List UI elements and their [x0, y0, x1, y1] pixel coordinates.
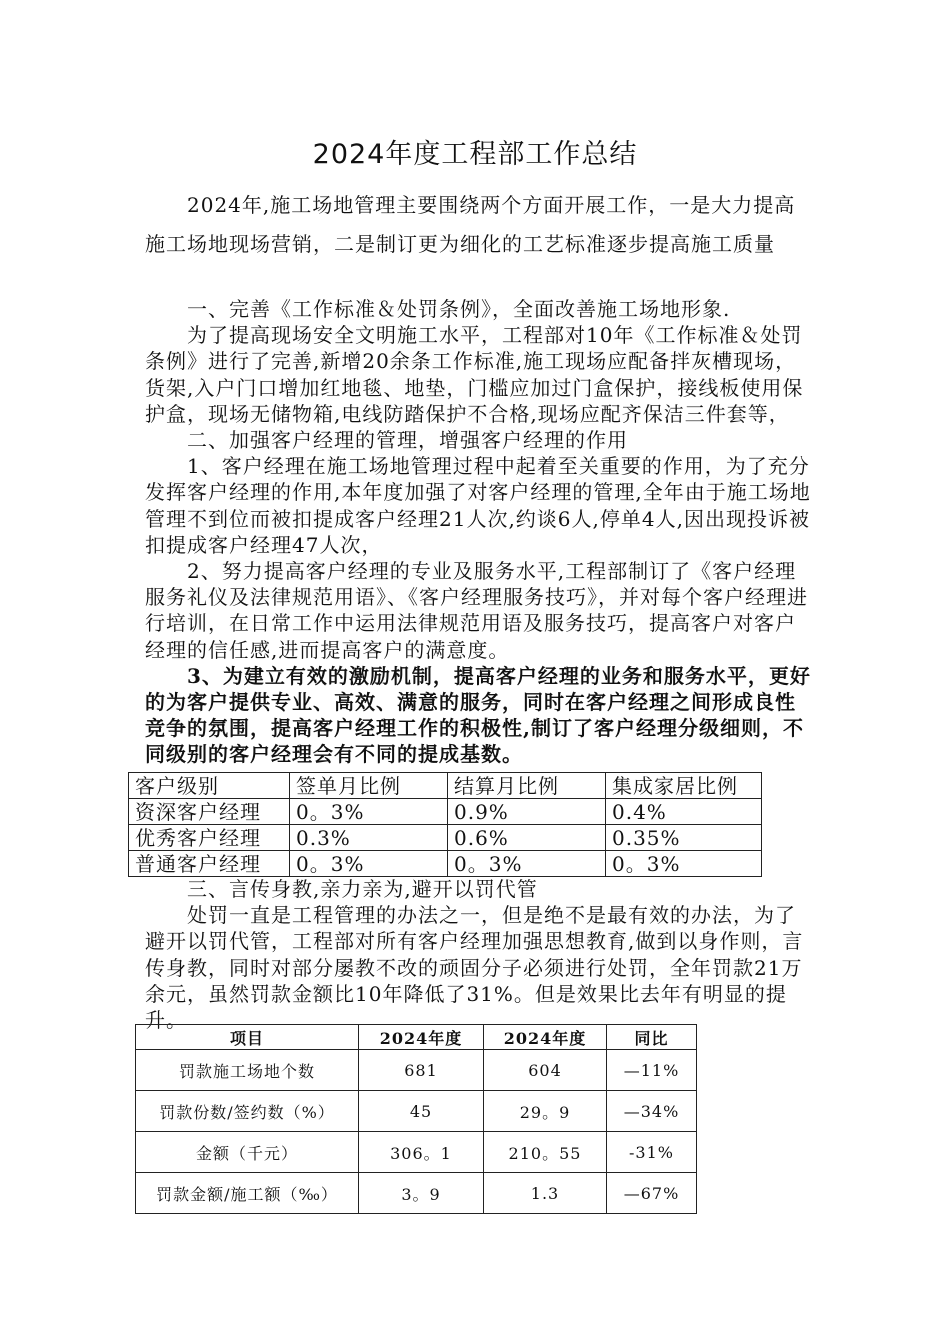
table-cell: 优秀客户经理 [129, 825, 290, 851]
table-cell: 普通客户经理 [129, 851, 290, 877]
table-cell: 0。3% [606, 851, 762, 877]
page-title: 2024年度工程部工作总结 [312, 139, 638, 170]
table-header-cell: 同比 [607, 1025, 697, 1050]
table-cell: 306。1 [359, 1132, 484, 1173]
table-cell: —11% [607, 1050, 697, 1091]
table-row [136, 1091, 697, 1132]
table-cell: 0。3% [290, 851, 448, 877]
table-cell: 资深客户经理 [129, 799, 290, 825]
table-cell: 金额（千元） [136, 1132, 359, 1173]
table-cell: 0。3% [290, 799, 448, 825]
paragraph-incentive: 3、为建立有效的激励机制，提高客户经理的业务和服务水平，更好的为客户提供专业、高效、满意的服务，同时在客户经理之间形成良性竞争的氛围，提高客户经理工作的积极性,制订了客户经理分级细则，不同级别的客户经理会有不同的提成基数。 [145, 663, 811, 767]
table-cell: 罚款金额/施工额（‰） [136, 1173, 359, 1214]
table-header-cell: 项目 [136, 1025, 359, 1050]
paragraph-standards: 为了提高现场安全文明施工水平，工程部对10年《工作标准＆处罚条例》进行了完善,新增20余条工作标准,施工现场应配备拌灰槽现场，货架,入户门口增加红地毯、地垫，门槛应加过门盒保护，接线板使用保护盒，现场无储物箱,电线防踏保护不合格,现场应配齐保洁三件套等， [145, 323, 804, 426]
table-header-cell: 集成家居比例 [606, 773, 762, 799]
table-row [129, 851, 762, 877]
penalty-stats-table [135, 1024, 697, 1214]
table-header-cell: 客户级别 [129, 773, 290, 799]
table-cell: 681 [359, 1050, 484, 1091]
table-cell: 3。9 [359, 1173, 484, 1214]
table-cell: 0.35% [606, 825, 762, 851]
body-section-3 [145, 876, 815, 1033]
paragraph-manager-training: 2、努力提高客户经理的专业及服务水平,工程部制订了《客户经理服务礼仪及法律规范用语》、《客户经理服务技巧》，并对每个客户经理进行培训，在日常工作中运用法律规范用语及服务技巧，提高客户对客户经理的信任感,进而提高客户的满意度。 [145, 559, 808, 662]
table-cell: 0.6% [448, 825, 606, 851]
table-cell: 210。55 [484, 1132, 607, 1173]
table-cell: —67% [607, 1173, 697, 1214]
table-row [129, 825, 762, 851]
table-cell: 罚款施工场地个数 [136, 1050, 359, 1091]
paragraph-penalty: 处罚一直是工程管理的办法之一，但是绝不是最有效的办法，为了避开以罚代管，工程部对所有客户经理加强思想教育,做到以身作则，言传身教，同时对部分屡教不改的顽固分子必须进行处罚，全年罚款21万余元，虽然罚款金额比10年降低了31%。但是效果比去年有明显的提升。 [145, 903, 804, 1033]
table-row [136, 1173, 697, 1214]
table-cell: 0。3% [448, 851, 606, 877]
heading-section-3: 三、言传身教,亲力亲为,避开以罚代管 [187, 877, 538, 901]
table-header-cell: 2024年度 [484, 1025, 607, 1050]
table-cell: -31% [607, 1132, 697, 1173]
table-cell: 1.3 [484, 1173, 607, 1214]
heading-section-1: 一、完善《工作标准＆处罚条例》，全面改善施工场地形象. [187, 297, 731, 321]
table-header-row [129, 773, 762, 799]
table-cell: 0.9% [448, 799, 606, 825]
body-section-1 [145, 296, 815, 768]
table-cell: 29。9 [484, 1091, 607, 1132]
table-row [129, 799, 762, 825]
table-header-cell: 结算月比例 [448, 773, 606, 799]
table-cell: —34% [607, 1091, 697, 1132]
manager-level-table [128, 772, 762, 877]
table-cell: 604 [484, 1050, 607, 1091]
table-header-cell: 2024年度 [359, 1025, 484, 1050]
table-cell: 45 [359, 1091, 484, 1132]
table-row [136, 1132, 697, 1173]
table-header-cell: 签单月比例 [290, 773, 448, 799]
table-cell: 罚款份数/签约数（%） [136, 1091, 359, 1132]
table-header-row [136, 1025, 697, 1050]
table-row [136, 1050, 697, 1091]
table-cell: 0.4% [606, 799, 762, 825]
heading-section-2: 二、加强客户经理的管理，增强客户经理的作用 [187, 428, 628, 453]
paragraph-manager-role: 1、客户经理在施工场地管理过程中起着至关重要的作用，为了充分发挥客户经理的作用,本年度加强了对客户经理的管理,全年由于施工场地管理不到位而被扣提成客户经理21人次,约谈6人,停单4人,因出现投诉被扣提成客户经理47人次， [145, 454, 811, 557]
intro-paragraph: 2024年,施工场地管理主要围绕两个方面开展工作，一是大力提高施工场地现场营销，二是制订更为细化的工艺标准逐步提高施工质量 [145, 193, 796, 256]
table-cell: 0.3% [290, 825, 448, 851]
